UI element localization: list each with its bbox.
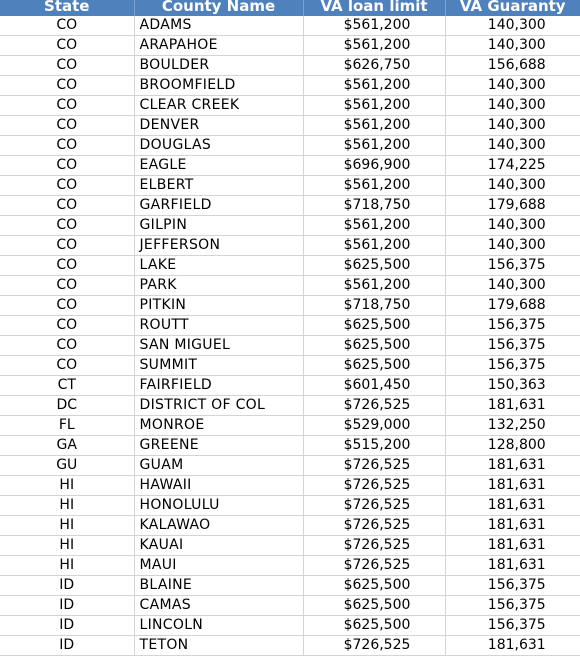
va-guaranty-cell: 181,631 xyxy=(445,536,580,556)
va-loan-limit-cell: $561,200 xyxy=(303,36,445,56)
county-name-cell: HONOLULU xyxy=(134,496,303,516)
state-cell: HI xyxy=(0,536,134,556)
table-row xyxy=(0,136,580,156)
va-guaranty-cell: 181,631 xyxy=(445,516,580,536)
va-guaranty-cell: 140,300 xyxy=(445,76,580,96)
table-row xyxy=(0,456,580,476)
state-cell: CO xyxy=(0,76,134,96)
state-cell: CO xyxy=(0,116,134,136)
table-row xyxy=(0,116,580,136)
va-loan-limit-cell: $718,750 xyxy=(303,296,445,316)
county-name-cell: HAWAII xyxy=(134,476,303,496)
table-row xyxy=(0,96,580,116)
table-row xyxy=(0,296,580,316)
county-name-cell: DISTRICT OF COL xyxy=(134,396,303,416)
county-name-cell: JEFFERSON xyxy=(134,236,303,256)
state-cell: CO xyxy=(0,256,134,276)
va-loan-limit-cell: $726,525 xyxy=(303,476,445,496)
va-guaranty-cell: 179,688 xyxy=(445,196,580,216)
state-cell: CO xyxy=(0,56,134,76)
header-va-guaranty: VA Guaranty xyxy=(445,0,580,16)
state-cell: CO xyxy=(0,316,134,336)
va-loan-limit-cell: $625,500 xyxy=(303,616,445,636)
table-row xyxy=(0,316,580,336)
state-cell: CO xyxy=(0,336,134,356)
va-guaranty-cell: 181,631 xyxy=(445,636,580,656)
table-row xyxy=(0,556,580,576)
table-row xyxy=(0,156,580,176)
va-guaranty-cell: 128,800 xyxy=(445,436,580,456)
state-cell: DC xyxy=(0,396,134,416)
table-row xyxy=(0,176,580,196)
state-cell: CO xyxy=(0,96,134,116)
va-loan-limit-cell: $726,525 xyxy=(303,556,445,576)
va-guaranty-cell: 140,300 xyxy=(445,16,580,36)
state-cell: HI xyxy=(0,476,134,496)
va-loan-limit-cell: $529,000 xyxy=(303,416,445,436)
state-cell: ID xyxy=(0,576,134,596)
table-row xyxy=(0,276,580,296)
county-name-cell: KALAWAO xyxy=(134,516,303,536)
table-row xyxy=(0,56,580,76)
table-header xyxy=(0,0,580,16)
va-guaranty-cell: 140,300 xyxy=(445,136,580,156)
table-row xyxy=(0,636,580,656)
va-loan-limit-cell: $561,200 xyxy=(303,276,445,296)
table-row xyxy=(0,216,580,236)
va-loan-limit-cell: $561,200 xyxy=(303,116,445,136)
va-guaranty-cell: 140,300 xyxy=(445,176,580,196)
table-row xyxy=(0,376,580,396)
county-name-cell: CLEAR CREEK xyxy=(134,96,303,116)
va-loan-limit-cell: $561,200 xyxy=(303,236,445,256)
state-cell: ID xyxy=(0,596,134,616)
va-loan-limit-cell: $626,750 xyxy=(303,56,445,76)
va-loan-limit-cell: $696,900 xyxy=(303,156,445,176)
table-row xyxy=(0,576,580,596)
va-loan-limit-cell: $625,500 xyxy=(303,576,445,596)
county-name-cell: TETON xyxy=(134,636,303,656)
va-guaranty-cell: 132,250 xyxy=(445,416,580,436)
county-name-cell: GUAM xyxy=(134,456,303,476)
table-row xyxy=(0,36,580,56)
state-cell: ID xyxy=(0,636,134,656)
va-guaranty-cell: 179,688 xyxy=(445,296,580,316)
va-loan-limit-cell: $726,525 xyxy=(303,636,445,656)
va-loan-limit-cell: $625,500 xyxy=(303,256,445,276)
va-guaranty-cell: 174,225 xyxy=(445,156,580,176)
table-row xyxy=(0,16,580,36)
va-guaranty-cell: 181,631 xyxy=(445,396,580,416)
va-guaranty-cell: 156,375 xyxy=(445,256,580,276)
state-cell: HI xyxy=(0,496,134,516)
va-guaranty-cell: 181,631 xyxy=(445,456,580,476)
state-cell: HI xyxy=(0,516,134,536)
county-name-cell: MAUI xyxy=(134,556,303,576)
va-loan-limit-cell: $726,525 xyxy=(303,496,445,516)
state-cell: CO xyxy=(0,356,134,376)
header-county-name: County Name xyxy=(134,0,303,16)
county-name-cell: PITKIN xyxy=(134,296,303,316)
state-cell: CO xyxy=(0,296,134,316)
county-name-cell: ELBERT xyxy=(134,176,303,196)
header-va-loan-limit: VA loan limit xyxy=(303,0,445,16)
state-cell: GA xyxy=(0,436,134,456)
county-name-cell: MONROE xyxy=(134,416,303,436)
table-row xyxy=(0,256,580,276)
state-cell: GU xyxy=(0,456,134,476)
va-guaranty-cell: 181,631 xyxy=(445,556,580,576)
county-name-cell: DENVER xyxy=(134,116,303,136)
va-loan-limit-cell: $625,500 xyxy=(303,316,445,336)
table-row xyxy=(0,356,580,376)
va-loan-limit-cell: $726,525 xyxy=(303,456,445,476)
county-name-cell: KAUAI xyxy=(134,536,303,556)
va-guaranty-cell: 150,363 xyxy=(445,376,580,396)
va-guaranty-cell: 181,631 xyxy=(445,476,580,496)
state-cell: CO xyxy=(0,136,134,156)
va-loan-limit-cell: $601,450 xyxy=(303,376,445,396)
county-name-cell: BROOMFIELD xyxy=(134,76,303,96)
va-loan-limit-cell: $561,200 xyxy=(303,216,445,236)
state-cell: CO xyxy=(0,16,134,36)
va-guaranty-cell: 140,300 xyxy=(445,36,580,56)
va-guaranty-cell: 140,300 xyxy=(445,116,580,136)
county-name-cell: GILPIN xyxy=(134,216,303,236)
table-row xyxy=(0,496,580,516)
header-state: State xyxy=(0,0,134,16)
va-loan-limit-cell: $561,200 xyxy=(303,96,445,116)
state-cell: CO xyxy=(0,216,134,236)
va-loan-limit-cell: $561,200 xyxy=(303,176,445,196)
va-guaranty-cell: 181,631 xyxy=(445,496,580,516)
county-name-cell: ADAMS xyxy=(134,16,303,36)
va-guaranty-cell: 156,375 xyxy=(445,616,580,636)
county-name-cell: LINCOLN xyxy=(134,616,303,636)
state-cell: CT xyxy=(0,376,134,396)
table-row xyxy=(0,536,580,556)
table-row xyxy=(0,616,580,636)
county-name-cell: SUMMIT xyxy=(134,356,303,376)
county-name-cell: CAMAS xyxy=(134,596,303,616)
state-cell: HI xyxy=(0,556,134,576)
county-name-cell: FAIRFIELD xyxy=(134,376,303,396)
va-loan-limit-cell: $625,500 xyxy=(303,596,445,616)
county-name-cell: GREENE xyxy=(134,436,303,456)
county-name-cell: GARFIELD xyxy=(134,196,303,216)
va-loan-limit-cell: $726,525 xyxy=(303,396,445,416)
county-name-cell: DOUGLAS xyxy=(134,136,303,156)
table-row xyxy=(0,416,580,436)
table-row xyxy=(0,596,580,616)
va-loan-limit-cell: $561,200 xyxy=(303,136,445,156)
va-guaranty-cell: 156,688 xyxy=(445,56,580,76)
va-guaranty-cell: 156,375 xyxy=(445,576,580,596)
va-guaranty-cell: 140,300 xyxy=(445,216,580,236)
va-loan-limit-cell: $625,500 xyxy=(303,336,445,356)
va-guaranty-cell: 156,375 xyxy=(445,336,580,356)
table-row xyxy=(0,336,580,356)
table-row xyxy=(0,396,580,416)
va-guaranty-cell: 140,300 xyxy=(445,96,580,116)
county-name-cell: PARK xyxy=(134,276,303,296)
table-row xyxy=(0,516,580,536)
table-row xyxy=(0,476,580,496)
va-guaranty-cell: 140,300 xyxy=(445,236,580,256)
va-loan-limit-cell: $561,200 xyxy=(303,76,445,96)
state-cell: CO xyxy=(0,176,134,196)
county-name-cell: BOULDER xyxy=(134,56,303,76)
va-guaranty-cell: 156,375 xyxy=(445,316,580,336)
state-cell: CO xyxy=(0,236,134,256)
table-row xyxy=(0,436,580,456)
va-loan-limit-cell: $726,525 xyxy=(303,516,445,536)
county-name-cell: SAN MIGUEL xyxy=(134,336,303,356)
table-row xyxy=(0,196,580,216)
state-cell: CO xyxy=(0,276,134,296)
county-name-cell: ROUTT xyxy=(134,316,303,336)
va-guaranty-cell: 140,300 xyxy=(445,276,580,296)
table-body xyxy=(0,16,580,656)
va-guaranty-cell: 156,375 xyxy=(445,356,580,376)
table-row xyxy=(0,236,580,256)
county-name-cell: LAKE xyxy=(134,256,303,276)
state-cell: CO xyxy=(0,156,134,176)
state-cell: ID xyxy=(0,616,134,636)
state-cell: FL xyxy=(0,416,134,436)
va-loan-limit-cell: $718,750 xyxy=(303,196,445,216)
county-name-cell: EAGLE xyxy=(134,156,303,176)
county-name-cell: BLAINE xyxy=(134,576,303,596)
state-cell: CO xyxy=(0,196,134,216)
va-loan-limit-cell: $625,500 xyxy=(303,356,445,376)
state-cell: CO xyxy=(0,36,134,56)
va-loan-limit-cell: $561,200 xyxy=(303,16,445,36)
table-row xyxy=(0,76,580,96)
header-row xyxy=(0,0,580,16)
va-loan-limit-cell: $726,525 xyxy=(303,536,445,556)
va-loan-limit-cell: $515,200 xyxy=(303,436,445,456)
va-guaranty-cell: 156,375 xyxy=(445,596,580,616)
county-name-cell: ARAPAHOE xyxy=(134,36,303,56)
